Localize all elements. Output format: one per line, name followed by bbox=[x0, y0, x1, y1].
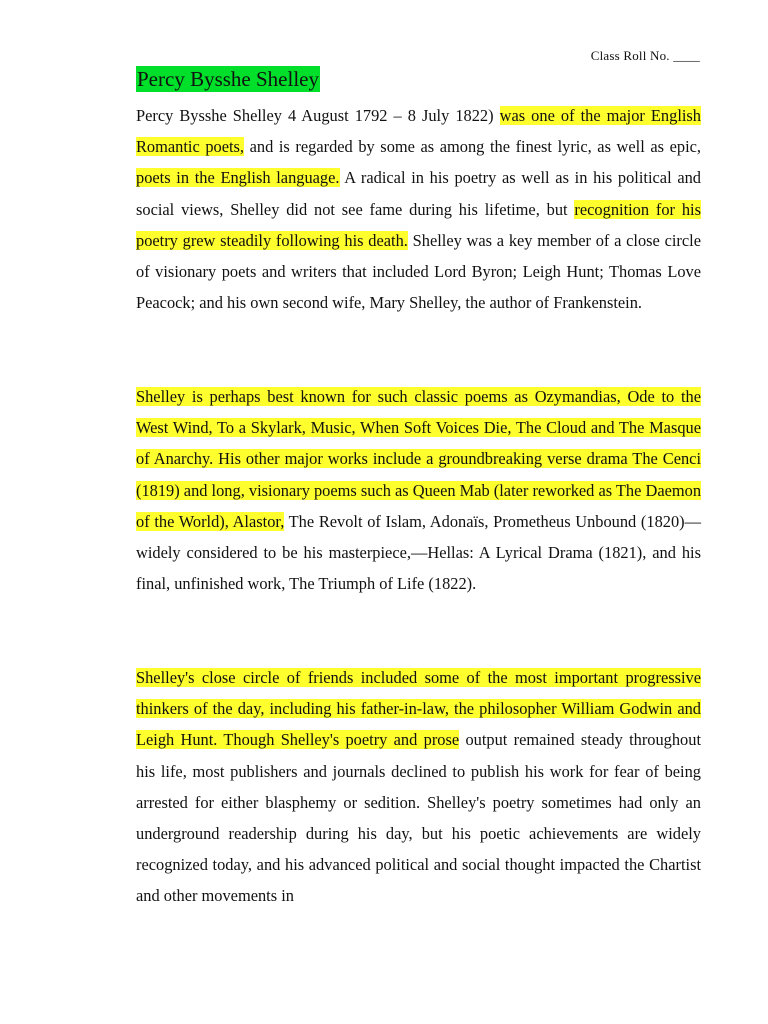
p1-segment: Percy Bysshe Shelley 4 August 1792 – 8 July 1822) bbox=[136, 106, 500, 125]
p1-segment: and is regarded by some as among the finest lyric, as well as epic, bbox=[244, 137, 701, 157]
p2-highlight: Shelley is perhaps best known for such classic poems as Ozymandias, Ode to the West Wind, To a Skylark, Music, When Soft Voices Die, The Cloud and The Masque of Anarchy. His other major works include a groundbreaking verse drama The Cenci (1819) and long, visionary poems such as Queen Mab (later reworked as The Daemon of the World), Alastor, bbox=[136, 387, 702, 531]
p1-highlight: recognition for his poetry grew steadily following his death. bbox=[136, 199, 701, 250]
p1-highlight: poets in the English language. bbox=[136, 168, 340, 188]
paragraph-2 bbox=[136, 381, 701, 599]
class-roll-label: Class Roll No. ____ bbox=[590, 48, 700, 63]
paragraph-3 bbox=[136, 662, 701, 912]
p1-highlight: was one of the major English Romantic poets, bbox=[136, 106, 701, 157]
p3-segment: output remained steady throughout his life, most publishers and journals declined to publish his work for fear of being arrested for either blasphemy or sedition. Shelley's poetry sometimes had only an underground readership during his day, but his poetic achievements are widely recognized today, and his advanced political and social thought impacted the Chartist and other movements in bbox=[136, 730, 702, 906]
paragraph-1 bbox=[136, 100, 701, 318]
p1-segment: A radical in his poetry as well as in his political and social views, Shelley did not see fame during his lifetime, but bbox=[136, 168, 701, 219]
document-title: Percy Bysshe Shelley bbox=[137, 67, 319, 91]
p1-segment: Shelley was a key member of a close circle of visionary poets and writers that included Lord Byron; Leigh Hunt; Thomas Love Peacock; and his own second wife, Mary Shelley, the author of Frankenstein. bbox=[136, 230, 701, 313]
p3-highlight: Shelley's close circle of friends included some of the most important progressive thinkers of the day, including his father-in-law, the philosopher William Godwin and Leigh Hunt. Though Shelley's poetry and prose bbox=[136, 668, 701, 750]
p2-segment: The Revolt of Islam, Adonaïs, Prometheus Unbound (1820)—widely considered to be his masterpiece,—Hellas: A Lyrical Drama (1821), and his final, unfinished work, The Triumph of Life (1822). bbox=[136, 511, 702, 594]
